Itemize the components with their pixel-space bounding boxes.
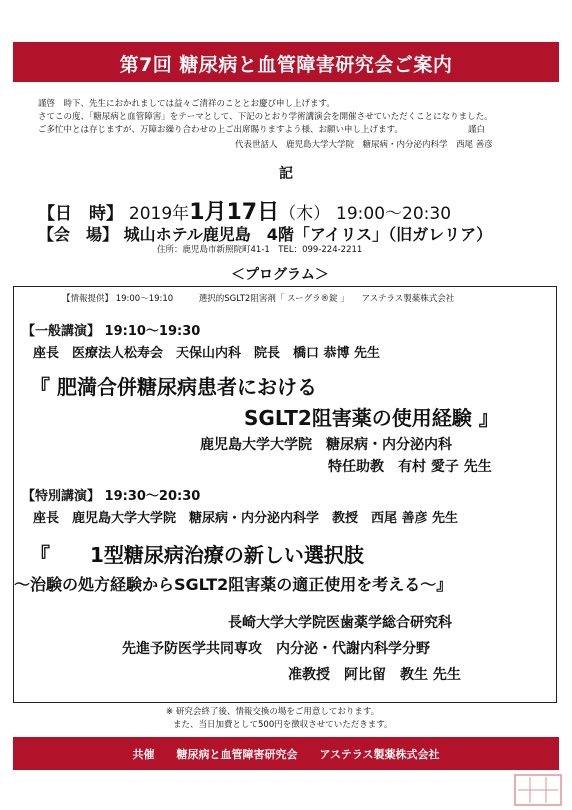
greeting-line-2: さてこの度、「糖尿病と血管障害」をテーマとして、下記のとおり学術講演会を開催させていただくことになりました。	[38, 112, 493, 122]
co-hosts: 共催 糖尿病と血管障害研究会 アステラス製薬株式会社	[132, 748, 440, 761]
venue-row	[38, 222, 492, 245]
general-speaker	[328, 456, 492, 476]
general-speaker-name: 特任助教 有村 愛子	[328, 459, 459, 475]
special-lecture-title-2: ～治験の処方経験からSGLT2阻害薬の適正使用を考える～』	[14, 575, 453, 594]
note-line-1: ※ 研究会終了後、情報交換の場をご用意しております。	[166, 707, 380, 717]
special-lecture-title-1: 『 1型糖尿病治療の新しい選択肢	[30, 543, 364, 567]
ki-heading: 記	[279, 166, 293, 182]
special-speaker	[288, 664, 461, 684]
special-lecture-label: 【特別講演】 19:30～20:30	[22, 489, 201, 504]
general-lecture-chair: 座長 医療法人松寿会 天保山内科 院長 橋口 恭博 先生	[33, 346, 381, 361]
venue-value: 城山ホテル鹿児島 4階「アイリス」（旧ガレリア）	[123, 225, 493, 244]
special-lecture-chair: 座長 鹿児島大学大学院 糖尿病・内分泌内科学 教授 西尾 善彦 先生	[33, 511, 459, 526]
seal-stamp-icon	[513, 773, 563, 807]
representative: 代表世話人 鹿児島大学大学院 糖尿病・内分泌内科学 西尾 善彦	[235, 140, 493, 150]
greeting-line-3: ご多忙中とは存じますが、万障お繰り合わせの上ご出席賜りますよう様、お願い申し上げます。	[38, 125, 403, 135]
note-line-2: また、当日加費として500円を徴収させていただきます。	[173, 720, 393, 730]
venue-address: 住所：鹿児島市新照院町41-1 TEL：099-224-2211	[157, 245, 363, 255]
greeting-line-1: 謹啓 時下、先生におかれましては益々ご清祥のこととお慶び申し上げます。	[38, 99, 335, 109]
special-speaker-affiliation-1: 長崎大学大学院医歯薬学総合研究科	[228, 615, 452, 631]
date-label: 【日 時】	[38, 204, 123, 224]
special-speaker-affiliation-2: 先進予防医学共同専攻 内分泌・代謝内科学分野	[122, 641, 430, 657]
info-provision: 【情報提供】 19:00～19:10 選択的SGLT2阻害剤「 スーグラ®錠 」 アステラス製薬株式会社	[62, 294, 455, 304]
page-title: 第7回 糖尿病と血管障害研究会ご案内	[119, 54, 453, 76]
general-speaker-affiliation: 鹿児島大学大学院 糖尿病・内分泌内科	[200, 437, 452, 453]
general-lecture-title-1: 『 肥満合併糖尿病患者における	[30, 375, 317, 399]
date-day: 17日	[226, 200, 280, 225]
program-heading: ＜プログラム＞	[231, 267, 329, 283]
greeting-closing: 謹白	[468, 125, 486, 135]
date-year: 2019年	[128, 204, 190, 224]
date-time: 19:00～20:30	[336, 204, 452, 224]
special-speaker-name: 准教授 阿比留 教生	[288, 667, 428, 683]
venue-label: 【会 場】	[38, 225, 119, 244]
special-speaker-honorific: 先生	[432, 667, 461, 683]
footer-banner	[13, 737, 559, 770]
title-banner	[13, 42, 559, 82]
general-speaker-honorific: 先生	[463, 459, 492, 475]
general-lecture-label: 【一般講演】 19:10～19:30	[22, 324, 201, 339]
general-lecture-title-2: SGLT2阻害薬の使用経験 』	[244, 406, 499, 430]
date-month: 1月	[189, 200, 227, 225]
date-weekday: （木）	[279, 204, 331, 224]
